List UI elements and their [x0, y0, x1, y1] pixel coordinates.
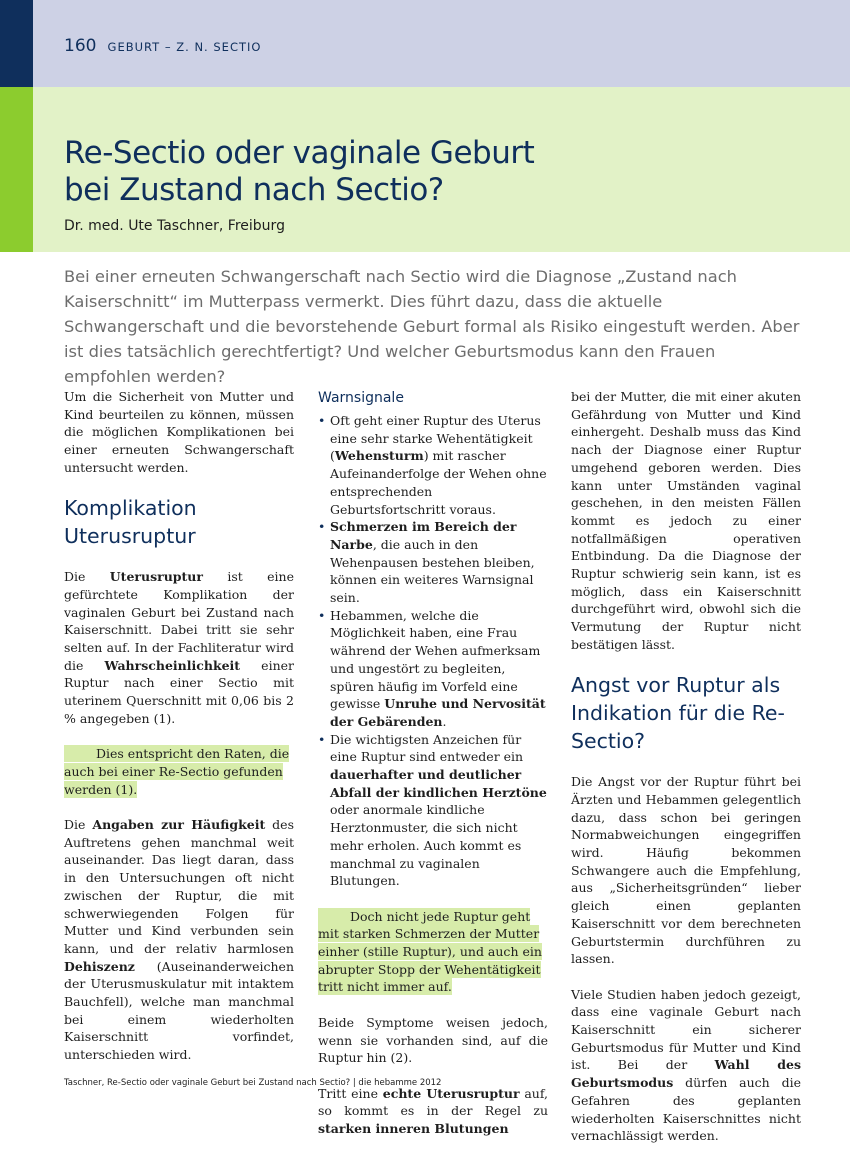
column-2 [318, 388, 548, 1155]
highlight-quote: Dies entspricht den Raten, die auch bei einer Re-Sectio gefunden werden (1). [64, 746, 290, 797]
bullet-icon: • [318, 519, 326, 535]
bullet-icon: • [318, 731, 326, 747]
section-heading-warnsignale: Warnsignale [318, 390, 404, 406]
title-accent-block [0, 87, 33, 252]
paragraph: Tritt eine echte Uterusruptur auf, so kommt es in der Regel zu starken inneren Blutungen [318, 1085, 548, 1137]
author: Dr. med. Ute Taschner, Freiburg [64, 218, 285, 234]
paragraph: Die Uterusruptur ist eine gefürchtete Komplikation der vaginalen Geburt bei Zustand nach Kaiserschnitt. Dabei tritt sie sehr selten auf. In der Fachliteratur wird die Wahrscheinlichkeit einer Ruptur nach einer Sectio mit uterinem Querschnitt mit 0,06 bis 2 % angegeben (1). [64, 569, 295, 726]
highlight-quote: Doch nicht jede Ruptur geht mit starken Schmerzen der Mutter einher (stille Ruptur), und auch ein abrupter Stopp der Wehentätigkeit tritt nicht immer auf. [318, 908, 542, 995]
paragraph: Beide Symptome weisen jedoch, wenn sie vorhanden sind, auf die Ruptur hin (2). [318, 1014, 548, 1066]
header-accent-block [0, 0, 33, 87]
running-header [64, 36, 261, 56]
intro-paragraph: Um die Sicherheit von Mutter und Kind beurteilen zu können, müssen die möglichen Komplikationen bei einer erneuten Schwangerschaft untersucht werden. [64, 389, 294, 475]
paragraph: Die Angst vor der Ruptur führt bei Ärzten und Hebammen gelegentlich dazu, dass schon bei geringen Normabweichungen eingegriffen wird. Häufig bekommen Schwangere auch die Empfehlung, aus „Sicherheitsgründen“ lieber gleich einen geplanten Kaiserschnitt vor dem berechneten Geburtstermin durchführen zu lassen. [571, 774, 801, 967]
lead-paragraph: Bei einer erneuten Schwangerschaft nach Sectio wird die Diagnose „Zustand nach Kaiserschnitt“ im Mutterpass vermerkt. Dies führt dazu, dass die aktuelle Schwangerschaft und die bevorstehende Geburt formal als Risiko eingestuft werden. Aber ist dies tatsächlich gerechtfertigt? Und welcher Geburtsmodus kann den Frauen empfohlen werden? [64, 267, 800, 386]
list-item: • Schmerzen im Bereich der Narbe, die auch in den Wehenpausen bestehen bleiben, können ein weiteres Warnsignal sein. [318, 519, 535, 606]
bullet-icon: • [318, 413, 326, 428]
paragraph: bei der Mutter, die mit einer akuten Gefährdung von Mutter und Kind einhergeht. Deshalb muss das Kind nach der Diagnose einer Ruptur umgehend geboren werden. Dies kann unter Umständen vaginal geschehen, in den meisten Fällen kommt es jedoch zu einer notfallmäßigen operativen Entbindung. Da die Diagnose der Ruptur schwierig sein kann, ist es möglich, dass ein Kaiserschnitt durchgeführt wird, obwohl sich die Vermutung der Ruptur nicht bestätigen lässt. [571, 389, 801, 652]
list-item: • Hebammen, welche die Möglichkeit haben, eine Frau während der Wehen aufmerksam und ungestört zu begleiten, spüren häufig im Vorfeld eine gewisse Unruhe und Nervosität der Gebärenden. [318, 607, 546, 729]
column-1 [64, 388, 294, 1082]
column-3 [571, 388, 801, 1163]
section-heading-angst: Angst vor Ruptur als Indikation für die Re-Sectio? [571, 673, 785, 754]
footer-citation: Taschner, Re-Sectio oder vaginale Geburt bei Zustand nach Sectio? | die hebamme 2012 [64, 1078, 442, 1088]
list-item: • Die wichtigsten Anzeichen für eine Ruptur sind entweder ein dauerhafter und deutlicher Abfall der kindlichen Herztöne oder anormale kindliche Herztonmuster, die sich nicht mehr erholen. Auch kommt es manchmal zu vaginalen Blutungen. [318, 731, 547, 889]
title-line-1: Re-Sectio oder vaginale Geburt [64, 135, 535, 171]
title-line-2: bei Zustand nach Sectio? [64, 172, 444, 208]
paragraph: Viele Studien haben jedoch gezeigt, dass eine vaginale Geburt nach Kaiserschnitt ein sicherer Geburtsmodus für Mutter und Kind ist. Bei der Wahl des Geburtsmodus dürfen auch die Gefahren des geplanten wiederholten Kaiserschnittes nicht vernachlässigt werden. [571, 986, 801, 1144]
warning-signs-list [318, 412, 548, 890]
paragraph: Die Angaben zur Häufigkeit des Auftretens gehen manchmal weit auseinander. Das liegt daran, dass in den Untersuchungen oft nicht zwischen der Ruptur, die mit schwerwiegenden Folgen für Mutter und Kind verbunden sein kann, und der relativ harmlosen Dehiszenz (Auseinanderweichen der Uterusmuskulatur mit intaktem Bauchfell), welche man manchmal bei einem wiederholten Kaiserschnitt vorfindet, unterschieden wird. [64, 817, 294, 1063]
list-item: • Oft geht einer Ruptur des Uterus eine sehr starke Wehentätigkeit (Wehensturm) mit rascher Aufeinanderfolge der Wehen ohne entsprechenden Geburtsfortschritt voraus. [318, 413, 547, 517]
page-number: 160 [64, 36, 97, 56]
section-heading-uterusruptur: Komplikation Uterusruptur [64, 496, 197, 549]
section-name: GEBURT – Z. N. SECTIO [107, 40, 262, 54]
article-title [64, 135, 664, 209]
bullet-icon: • [318, 607, 326, 623]
